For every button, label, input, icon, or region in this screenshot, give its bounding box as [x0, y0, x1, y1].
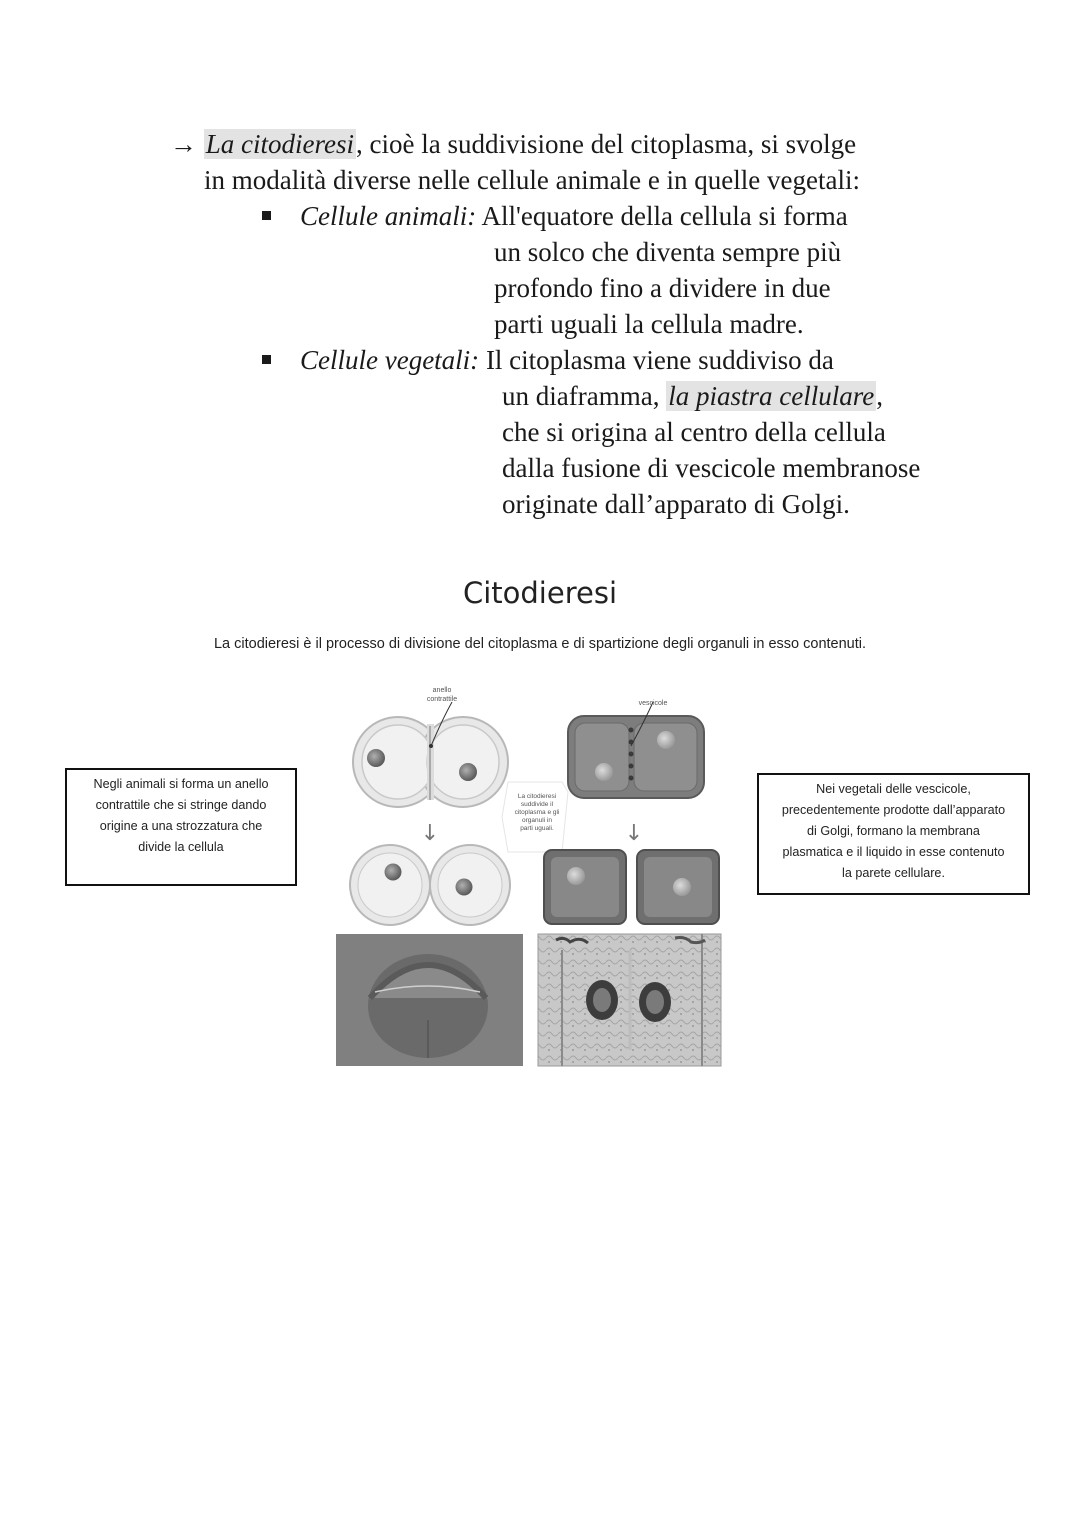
- animal-line-2: profondo fino a dividere in due: [494, 273, 831, 303]
- bullet-square-icon: [262, 355, 271, 364]
- animal-line-1: un solco che diventa sempre più: [494, 237, 842, 267]
- animal-label: Cellule animali:: [300, 201, 477, 231]
- animal-line-0: All'equatore della cellula si forma: [481, 201, 848, 231]
- nucleus-icon: [459, 763, 477, 781]
- plant-caption-line: precedentemente prodotte dall’apparato: [781, 803, 1006, 817]
- down-arrow-icon: ↓: [624, 821, 644, 846]
- intro-line-1-rest: , cioè la suddivisione del citoplasma, si svolge: [356, 129, 857, 159]
- intro-line-1: [170, 126, 990, 162]
- plant-line-2-pre: un diaframma,: [502, 381, 667, 411]
- plant-line-3: che si origina al centro della cellula: [502, 417, 886, 447]
- label-ring-2: contrattile: [426, 696, 458, 703]
- intro-line-2: in modalità diverse nelle cellule animale e in quelle vegetali:: [204, 165, 860, 195]
- plant-dividing-cell: [568, 702, 704, 798]
- plant-line-4: dalla fusione di vescicole membranose: [502, 453, 921, 483]
- term-piastra-cellulare: la piastra cellulare: [668, 381, 875, 411]
- plant-label: Cellule vegetali:: [300, 345, 480, 375]
- bullet-plant: [170, 342, 990, 378]
- plant-caption-line: plasmatica e il liquido in esse contenuto: [782, 845, 1005, 859]
- nucleus-icon: [673, 878, 691, 896]
- nucleus-icon: [657, 731, 675, 749]
- center-note-line: organuli in: [522, 817, 552, 824]
- animal-daughter-cells: [350, 845, 510, 925]
- animal-caption-line: origine a una strozzatura che: [99, 819, 263, 833]
- down-arrow-icon: ↓: [420, 821, 440, 846]
- plant-line-5: originate dall’apparato di Golgi.: [502, 489, 850, 519]
- animal-line-3: parti uguali la cellula madre.: [494, 309, 804, 339]
- plant-daughter-cells: [544, 850, 719, 924]
- nucleus-icon: [567, 867, 585, 885]
- center-note-line: citoplasma e gli: [514, 809, 560, 816]
- center-note: [502, 782, 568, 852]
- bullet-animal: [170, 198, 990, 234]
- figure-title: Citodieresi: [462, 576, 618, 610]
- figure-subtitle: La citodieresi è il processo di divisione del citoplasma e di spartizione degli organuli in esso contenuti.: [213, 636, 867, 652]
- plant-line-2: [170, 378, 990, 414]
- plant-micrograph: [538, 934, 721, 1066]
- animal-micrograph: [336, 934, 523, 1066]
- plant-caption-line: Nei vegetali delle vescicole,: [816, 782, 971, 796]
- arrow-icon: →: [170, 129, 197, 159]
- term-citodieresi: La citodieresi: [205, 129, 354, 159]
- label-vesicles: vescicole: [638, 700, 668, 707]
- center-note-line: suddivide il: [520, 801, 554, 808]
- intro-paragraph: [170, 126, 990, 522]
- plant-caption-box: [757, 773, 1030, 895]
- bullet-square-icon: [262, 211, 271, 220]
- plant-line-2-post: ,: [876, 381, 883, 411]
- center-note-line: La citodieresi: [517, 793, 557, 800]
- nucleus-icon: [385, 864, 402, 881]
- animal-caption-line: divide la cellula: [138, 840, 224, 854]
- plant-line-1: Il citoplasma viene suddiviso da: [485, 345, 834, 375]
- animal-caption-line: contrattile che si stringe dando: [95, 798, 267, 812]
- nucleus-icon: [367, 749, 385, 767]
- animal-caption-line: Negli animali si forma un anello: [93, 777, 269, 791]
- plant-caption-line: di Golgi, formano la membrana: [807, 824, 980, 838]
- nucleus-icon: [595, 763, 613, 781]
- center-note-line: parti uguali.: [520, 825, 554, 832]
- nucleus-icon: [456, 879, 473, 896]
- animal-dividing-cell: [353, 702, 508, 807]
- plant-caption-line: la parete cellulare.: [842, 866, 945, 880]
- cytokinesis-diagram: [330, 680, 730, 1070]
- animal-caption-box: [65, 768, 297, 886]
- label-ring-1: anello: [432, 687, 452, 694]
